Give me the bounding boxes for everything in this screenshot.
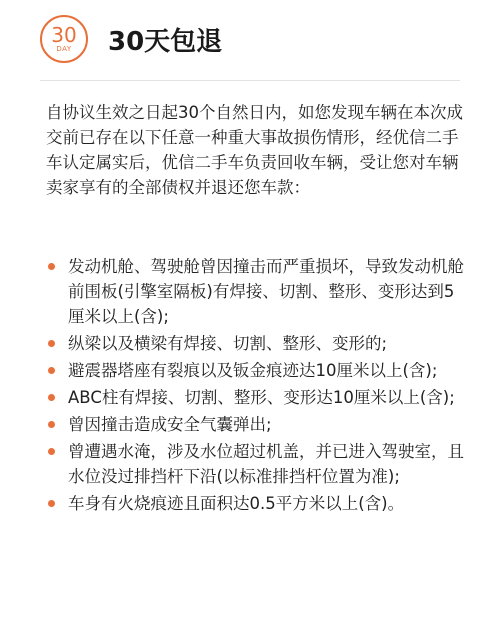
bullet-dot-icon: [48, 367, 55, 374]
list-item-text: 纵梁以及横梁有焊接、切割、整形、变形的;: [68, 334, 388, 353]
bullet-dot-icon: [48, 263, 55, 270]
bullet-dot-icon: [48, 340, 55, 347]
intro-paragraph: 自协议生效之日起30个自然日内，如您发现车辆在本次成交前已存在以下任意一种重大事故损伤情形，经优信二手车认定属实后，优信二手车负责回收车辆，受让您对车辆卖家享有的全部债权并退还您车款：: [46, 103, 463, 197]
30-day-badge-icon: [40, 15, 88, 63]
list-item-text: 车身有火烧痕迹且面积达0.5平方米以上(含)。: [68, 494, 405, 513]
list-item-text: 曾遭遇水淹，涉及水位超过机盖，并已进入驾驶室，且水位没过排挡杆下沿(以标准排挡杆位置为准);: [68, 442, 464, 486]
badge-unit: DAY: [56, 45, 72, 53]
list-item-text: ABC柱有焊接、切割、整形、变形达10厘米以上(含);: [68, 388, 455, 407]
list-item: [46, 439, 464, 489]
list-item: [46, 385, 464, 410]
badge-number: 30: [51, 23, 77, 47]
list-item: [46, 331, 464, 356]
bullet-dot-icon: [48, 421, 55, 428]
condition-list: [46, 254, 464, 518]
list-item: [46, 491, 464, 516]
list-item-text: 发动机舱、驾驶舱曾因撞击而严重损坏，导致发动机舱前围板(引擎室隔板)有焊接、切割、整形、变形达到5厘米以上(含);: [68, 257, 464, 326]
list-item: [46, 358, 464, 383]
divider: [40, 80, 460, 81]
page-title: 30天包退: [108, 26, 223, 57]
list-item: [46, 254, 464, 329]
header: [40, 14, 460, 64]
list-item-text: 曾因撞击造成安全气囊弹出;: [68, 415, 272, 434]
list-item: [46, 412, 464, 437]
bullet-dot-icon: [48, 448, 55, 455]
bullet-dot-icon: [48, 394, 55, 401]
list-item-text: 避震器塔座有裂痕以及钣金痕迹达10厘米以上(含);: [68, 361, 438, 380]
bullet-dot-icon: [48, 500, 55, 507]
